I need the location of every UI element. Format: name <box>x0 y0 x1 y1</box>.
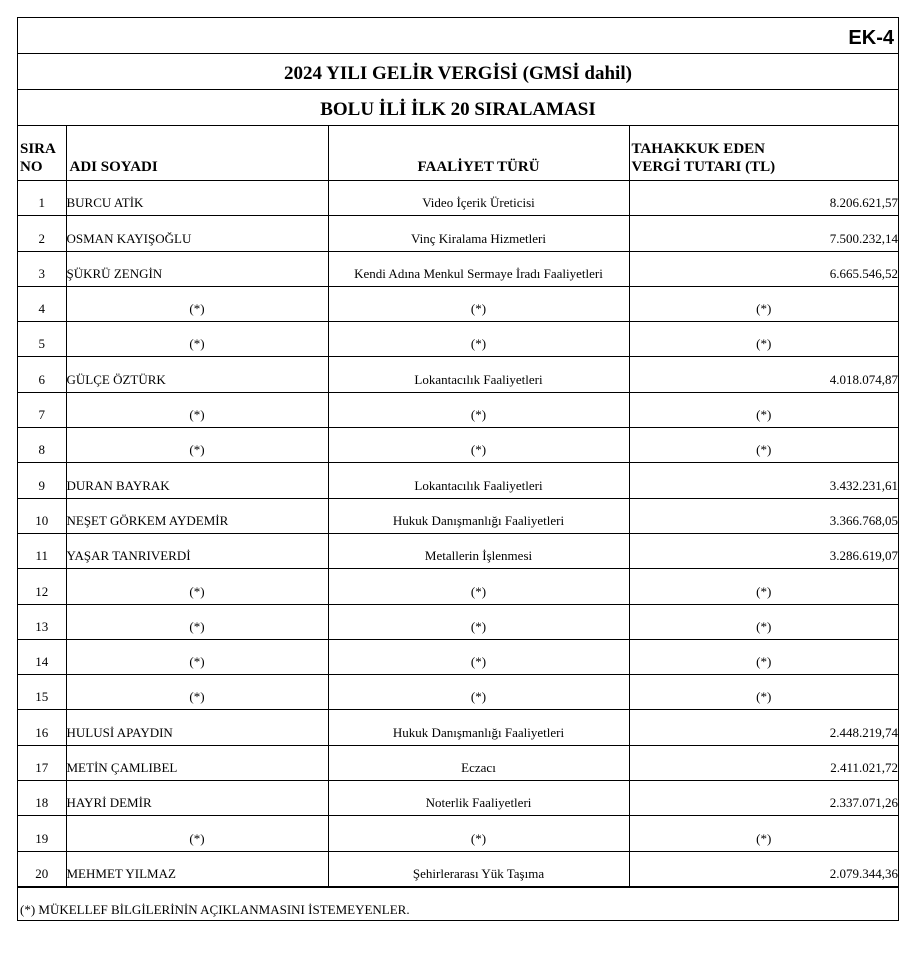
name-cell: (*) <box>66 639 328 674</box>
rank-cell: 5 <box>18 322 66 357</box>
activity-cell: Noterlik Faaliyetleri <box>328 781 629 816</box>
rank-cell: 12 <box>18 569 66 604</box>
activity-cell: Kendi Adına Menkul Sermaye İradı Faaliyetleri <box>328 251 629 286</box>
activity-cell: (*) <box>328 639 629 674</box>
name-cell: OSMAN KAYIŞOĞLU <box>66 216 328 251</box>
name-cell: DURAN BAYRAK <box>66 463 328 498</box>
table-row <box>18 392 898 427</box>
tax-amount-cell: 2.079.344,36 <box>629 851 898 886</box>
name-cell: (*) <box>66 569 328 604</box>
name-cell: (*) <box>66 604 328 639</box>
table-row <box>18 251 898 286</box>
tax-amount-cell: 2.337.071,26 <box>629 781 898 816</box>
annex-label: EK-4 <box>848 27 894 49</box>
name-cell: MEHMET YILMAZ <box>66 851 328 886</box>
title-row <box>18 54 898 90</box>
rank-cell: 18 <box>18 781 66 816</box>
document-title: 2024 YILI GELİR VERGİSİ (GMSİ dahil) <box>284 63 632 84</box>
subtitle-row <box>18 90 898 126</box>
header-rank-no <box>18 126 66 181</box>
table-row <box>18 710 898 745</box>
name-cell: (*) <box>66 286 328 321</box>
name-cell: (*) <box>66 392 328 427</box>
tax-amount-cell: 7.500.232,14 <box>629 216 898 251</box>
name-cell: METİN ÇAMLIBEL <box>66 745 328 780</box>
table-header-row <box>18 126 898 181</box>
activity-cell: (*) <box>328 816 629 851</box>
activity-cell: Metallerin İşlenmesi <box>328 533 629 568</box>
activity-cell: (*) <box>328 675 629 710</box>
name-cell: (*) <box>66 675 328 710</box>
annex-row <box>18 18 898 54</box>
rank-cell: 16 <box>18 710 66 745</box>
header-rank-no-line2: NO <box>20 159 43 175</box>
tax-amount-cell: 6.665.546,52 <box>629 251 898 286</box>
name-cell: HULUSİ APAYDIN <box>66 710 328 745</box>
rank-cell: 8 <box>18 428 66 463</box>
tax-amount-cell: (*) <box>629 428 898 463</box>
tax-amount-cell: (*) <box>629 604 898 639</box>
rank-cell: 4 <box>18 286 66 321</box>
rank-cell: 11 <box>18 533 66 568</box>
activity-cell: Hukuk Danışmanlığı Faaliyetleri <box>328 498 629 533</box>
tax-amount-cell: 3.366.768,05 <box>629 498 898 533</box>
name-cell: HAYRİ DEMİR <box>66 781 328 816</box>
tax-amount-cell: (*) <box>629 322 898 357</box>
header-activity: FAALİYET TÜRÜ <box>328 126 629 181</box>
rank-cell: 10 <box>18 498 66 533</box>
table-row <box>18 745 898 780</box>
tax-amount-cell: (*) <box>629 675 898 710</box>
table-row <box>18 781 898 816</box>
rank-cell: 17 <box>18 745 66 780</box>
table-row <box>18 639 898 674</box>
name-cell: (*) <box>66 428 328 463</box>
ranking-document <box>17 17 899 921</box>
header-tax-line2: VERGİ TUTARI (TL) <box>631 159 776 175</box>
table-row <box>18 357 898 392</box>
ranking-table <box>18 126 898 887</box>
table-row <box>18 569 898 604</box>
table-row <box>18 851 898 886</box>
rank-cell: 3 <box>18 251 66 286</box>
name-cell: GÜLÇE ÖZTÜRK <box>66 357 328 392</box>
table-body <box>18 181 898 887</box>
table-row <box>18 675 898 710</box>
activity-cell: Eczacı <box>328 745 629 780</box>
table-row <box>18 216 898 251</box>
rank-cell: 19 <box>18 816 66 851</box>
name-cell: BURCU ATİK <box>66 181 328 216</box>
table-row <box>18 322 898 357</box>
name-cell: YAŞAR TANRIVERDİ <box>66 533 328 568</box>
table-row <box>18 498 898 533</box>
rank-cell: 7 <box>18 392 66 427</box>
tax-amount-cell: 2.448.219,74 <box>629 710 898 745</box>
tax-amount-cell: (*) <box>629 286 898 321</box>
name-cell: ŞÜKRÜ ZENGİN <box>66 251 328 286</box>
activity-cell: Video İçerik Üreticisi <box>328 181 629 216</box>
tax-amount-cell: 2.411.021,72 <box>629 745 898 780</box>
rank-cell: 6 <box>18 357 66 392</box>
table-row <box>18 604 898 639</box>
rank-cell: 13 <box>18 604 66 639</box>
tax-amount-cell: (*) <box>629 816 898 851</box>
table-row <box>18 463 898 498</box>
rank-cell: 14 <box>18 639 66 674</box>
table-row <box>18 428 898 463</box>
rank-cell: 15 <box>18 675 66 710</box>
header-name: ADI SOYADI <box>66 126 328 181</box>
tax-amount-cell: (*) <box>629 569 898 604</box>
activity-cell: (*) <box>328 428 629 463</box>
activity-cell: (*) <box>328 604 629 639</box>
table-row <box>18 286 898 321</box>
activity-cell: Lokantacılık Faaliyetleri <box>328 357 629 392</box>
footnote: (*) MÜKELLEF BİLGİLERİNİN AÇIKLANMASINI İSTEMEYENLER. <box>18 887 898 920</box>
activity-cell: (*) <box>328 392 629 427</box>
name-cell: NEŞET GÖRKEM AYDEMİR <box>66 498 328 533</box>
name-cell: (*) <box>66 322 328 357</box>
table-row <box>18 533 898 568</box>
rank-cell: 1 <box>18 181 66 216</box>
name-cell: (*) <box>66 816 328 851</box>
tax-amount-cell: (*) <box>629 639 898 674</box>
tax-amount-cell: 3.432.231,61 <box>629 463 898 498</box>
tax-amount-cell: 8.206.621,57 <box>629 181 898 216</box>
activity-cell: (*) <box>328 286 629 321</box>
activity-cell: Şehirlerarası Yük Taşıma <box>328 851 629 886</box>
header-tax-amount <box>629 126 898 181</box>
rank-cell: 2 <box>18 216 66 251</box>
rank-cell: 20 <box>18 851 66 886</box>
activity-cell: (*) <box>328 569 629 604</box>
header-rank-no-line1: SIRA <box>20 141 56 157</box>
tax-amount-cell: (*) <box>629 392 898 427</box>
table-row <box>18 181 898 216</box>
tax-amount-cell: 3.286.619,07 <box>629 533 898 568</box>
activity-cell: Lokantacılık Faaliyetleri <box>328 463 629 498</box>
tax-amount-cell: 4.018.074,87 <box>629 357 898 392</box>
table-row <box>18 816 898 851</box>
document-subtitle: BOLU İLİ İLK 20 SIRALAMASI <box>320 99 596 120</box>
activity-cell: (*) <box>328 322 629 357</box>
activity-cell: Vinç Kiralama Hizmetleri <box>328 216 629 251</box>
rank-cell: 9 <box>18 463 66 498</box>
activity-cell: Hukuk Danışmanlığı Faaliyetleri <box>328 710 629 745</box>
header-tax-line1: TAHAKKUK EDEN <box>631 141 765 157</box>
